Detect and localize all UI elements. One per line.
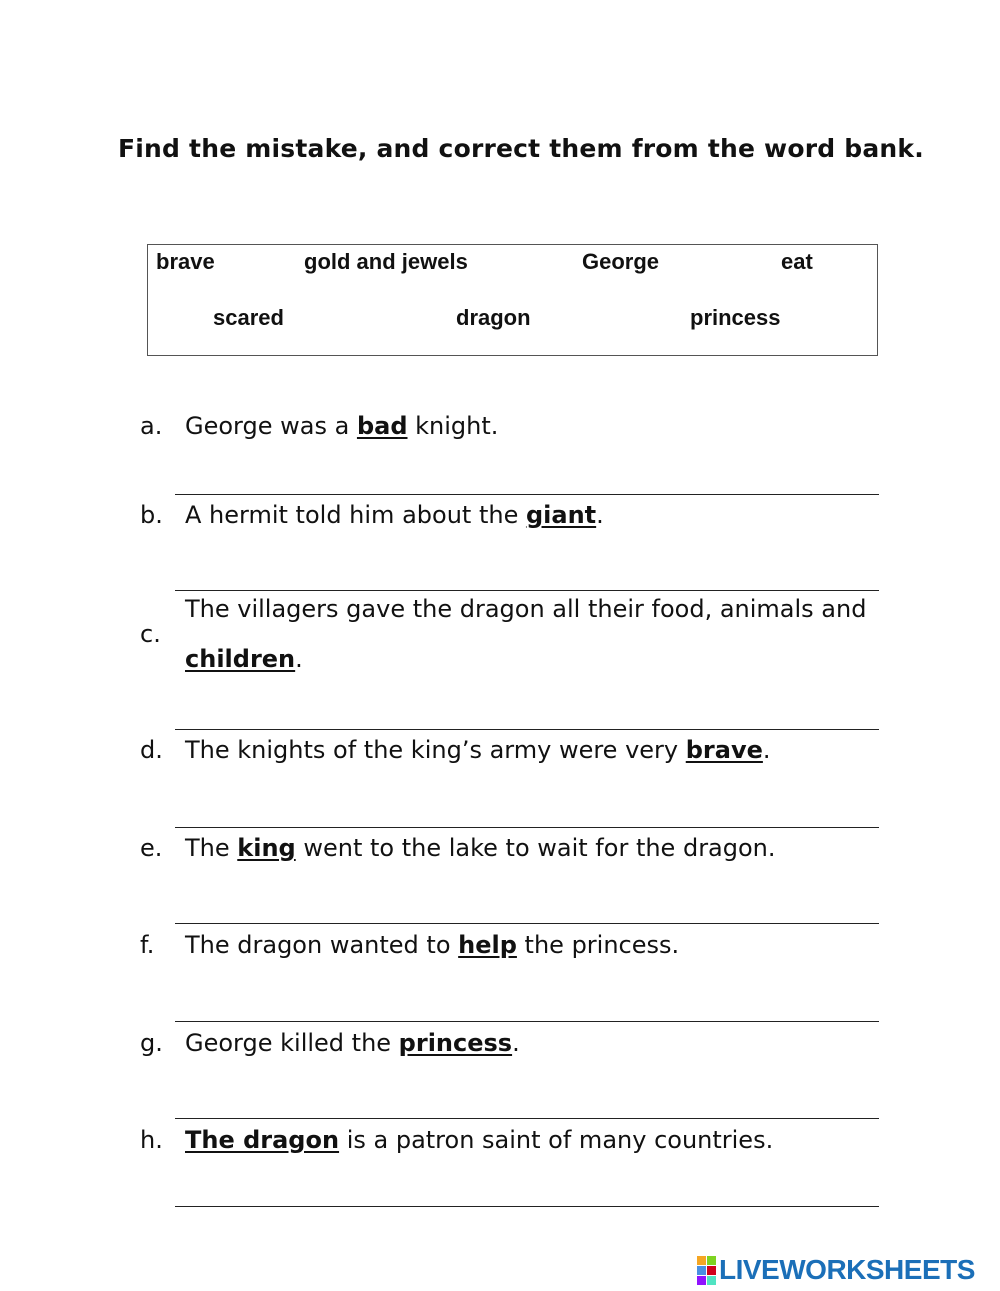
question-letter: d. bbox=[140, 736, 163, 764]
word-bank-item: brave bbox=[156, 249, 215, 274]
question-text: The villagers gave the dragon all their food, animals and children. bbox=[185, 595, 867, 673]
word-bank bbox=[147, 244, 878, 356]
question-text: The dragon is a patron saint of many countries. bbox=[185, 1126, 774, 1154]
answer-line[interactable] bbox=[175, 1021, 879, 1022]
question-text: The king went to the lake to wait for the dragon. bbox=[185, 834, 776, 862]
word-bank-item: princess bbox=[690, 305, 781, 330]
question-letter: a. bbox=[140, 412, 163, 440]
mistake-word: princess bbox=[398, 1029, 513, 1057]
question-letter: f. bbox=[140, 931, 155, 959]
question-text: George killed the princess. bbox=[185, 1029, 520, 1057]
word-bank-item: gold and jewels bbox=[304, 249, 468, 274]
mistake-word: The dragon bbox=[185, 1126, 340, 1154]
word-bank-item: George bbox=[582, 249, 660, 274]
liveworksheets-logo bbox=[697, 1256, 975, 1284]
answer-line[interactable] bbox=[175, 923, 879, 924]
mistake-word: giant bbox=[525, 501, 597, 529]
worksheet-title: Find the mistake, and correct them from the word bank. bbox=[118, 134, 924, 163]
mistake-word: help bbox=[458, 931, 517, 959]
question-text: A hermit told him about the giant. bbox=[185, 501, 604, 529]
question-text: The dragon wanted to help the princess. bbox=[185, 931, 680, 959]
question-letter: e. bbox=[140, 834, 163, 862]
question-letter: c. bbox=[140, 620, 161, 648]
question-letter: g. bbox=[140, 1029, 163, 1057]
mistake-word: children bbox=[185, 645, 296, 673]
answer-line[interactable] bbox=[175, 1118, 879, 1119]
mistake-word: brave bbox=[685, 736, 763, 764]
answer-line[interactable] bbox=[175, 827, 879, 828]
answer-line[interactable] bbox=[175, 494, 879, 495]
logo-text: LIVEWORKSHEETS bbox=[719, 1254, 975, 1285]
word-bank-item: dragon bbox=[456, 305, 531, 330]
mistake-word: bad bbox=[356, 412, 408, 440]
logo-blocks-icon bbox=[697, 1256, 716, 1285]
word-bank-item: eat bbox=[781, 249, 813, 274]
word-bank-item: scared bbox=[213, 305, 284, 330]
question-letter: b. bbox=[140, 501, 163, 529]
mistake-word: king bbox=[237, 834, 296, 862]
question-text: The knights of the king’s army were very brave. bbox=[185, 736, 771, 764]
answer-line[interactable] bbox=[175, 729, 879, 730]
question-text: George was a bad knight. bbox=[185, 412, 499, 440]
question-letter: h. bbox=[140, 1126, 163, 1154]
answer-line[interactable] bbox=[175, 1206, 879, 1207]
